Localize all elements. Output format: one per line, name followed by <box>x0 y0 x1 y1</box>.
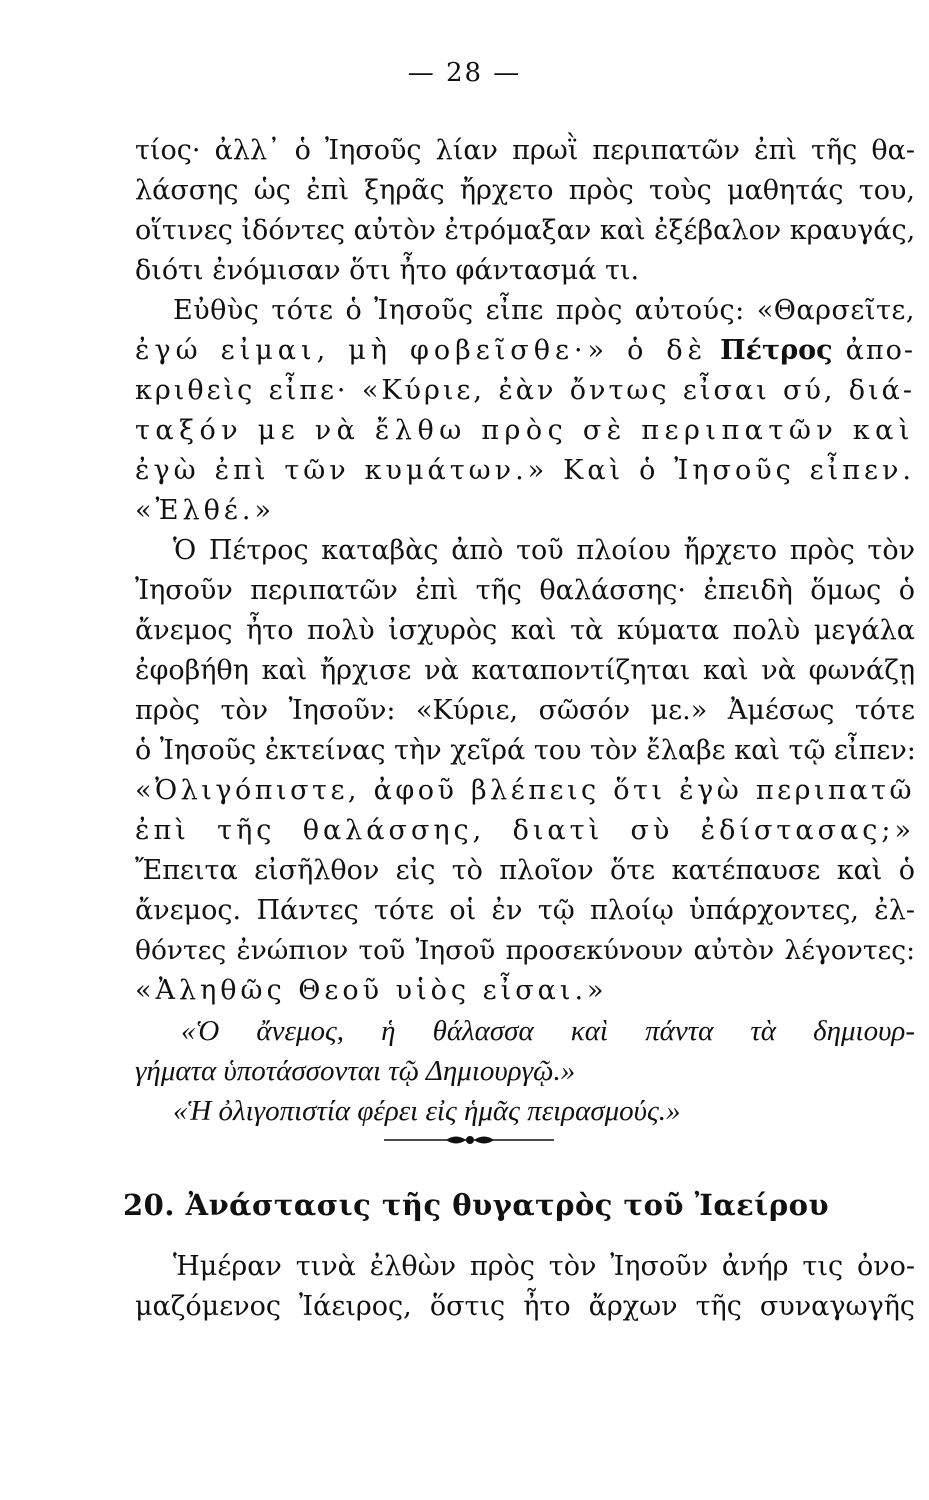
text-line: ταξόν με νὰ ἔλθω πρὸς σὲ περιπατῶν καὶ <box>135 415 915 446</box>
section-heading <box>123 1188 893 1222</box>
text-line: κριθεὶς εἶπε· «Κύριε, ἐὰν ὄντως εἶσαι σύ, διά- <box>135 375 915 406</box>
maxim-line: «Ὁ ἄνεμος, ἡ θάλασσα καὶ πάντα τὰ δημιουρ- <box>181 1015 915 1047</box>
page-number: — 28 — <box>407 58 522 88</box>
text-line: ἄνεμος. Πάντες τότε οἱ ἐν τῷ πλοίῳ ὑπάρχοντες, ἐλ- <box>135 895 915 926</box>
text-line: ὁ Ἰησοῦς ἐκτείνας τὴν χεῖρά του τὸν ἔλαβε καὶ τῷ εἶπεν: <box>135 735 916 766</box>
bold-name-petros: Πέτρος <box>720 335 833 366</box>
text-line: λάσσης ὡς ἐπὶ ξηρᾶς ἤρχετο πρὸς τοὺς μαθητάς του, <box>135 175 915 206</box>
text-line: «Ὀλιγόπιστε, ἀφοῦ βλέπεις ὅτι ἐγὼ περιπατῶ <box>135 775 915 806</box>
section-title: Ἀνάστασις τῆς θυγατρὸς τοῦ Ἰαείρου <box>185 1188 830 1222</box>
text-line: ἐπὶ τῆς θαλάσσης, διατὶ σὺ ἐδίστασας;» <box>135 815 915 846</box>
text-line: «Ἐλθέ.» <box>135 495 276 526</box>
text-line: διότι ἐνόμισαν ὅτι ἦτο φάντασμά τι. <box>135 255 640 286</box>
maxim-line: γήματα ὑποτάσσονται τῷ Δημιουργῷ.» <box>135 1055 576 1087</box>
line-segment: ἀπο- <box>845 335 916 366</box>
text-line: Ἔπειτα εἰσῆλθον εἰς τὸ πλοῖον ὅτε κατέπαυσε καὶ ὁ <box>135 855 915 886</box>
text-line: «Ἀληθῶς Θεοῦ υἱὸς εἶσαι.» <box>135 975 608 1006</box>
line-segment: ἐγώ εἰμαι, μὴ φοβεῖσθε·» ὁ δὲ <box>135 335 708 366</box>
text-line: Ἰησοῦν περιπατῶν ἐπὶ τῆς θαλάσσης· ἐπειδὴ ὅμως ὁ <box>135 575 915 606</box>
text-line-with-name <box>135 332 915 370</box>
text-line: οἵτινες ἰδόντες αὐτὸν ἐτρόμαξαν καὶ ἐξέβαλον κραυγάς, <box>135 215 916 246</box>
text-line: τίος· ἀλλ᾽ ὁ Ἰησοῦς λίαν πρωῒ περιπατῶν ἐπὶ τῆς θα- <box>135 135 915 166</box>
text-line: ἐγὼ ἐπὶ τῶν κυμάτων.» Καὶ ὁ Ἰησοῦς εἶπεν. <box>135 455 915 486</box>
maxim-line: «Ἡ ὀλιγοπιστία φέρει εἰς ἡμᾶς πειρασμούς.» <box>173 1095 681 1127</box>
text-line: μαζόμενος Ἰάειρος, ὅστις ἦτο ἄρχων τῆς συναγωγῆς <box>135 1291 915 1322</box>
text-line: ἄνεμος ἦτο πολὺ ἰσχυρὸς καὶ τὰ κύματα πολὺ μεγάλα <box>135 615 915 646</box>
text-line: Ἡμέραν τινὰ ἐλθὼν πρὸς τὸν Ἰησοῦν ἀνήρ τις ὀνο- <box>173 1251 915 1282</box>
section-number: 20. <box>123 1188 175 1222</box>
text-line: Ὁ Πέτρος καταβὰς ἀπὸ τοῦ πλοίου ἤρχετο πρὸς τὸν <box>173 535 915 566</box>
text-line: Εὐθὺς τότε ὁ Ἰησοῦς εἶπε πρὸς αὐτούς: «Θαρσεῖτε, <box>173 295 915 326</box>
section-divider-ornament <box>384 1130 554 1150</box>
text-line: θόντες ἐνώπιον τοῦ Ἰησοῦ προσεκύνουν αὐτὸν λέγοντες: <box>135 935 915 966</box>
text-line: πρὸς τὸν Ἰησοῦν: «Κύριε, σῶσόν με.» Ἀμέσως τότε <box>135 695 915 726</box>
text-line: ἐφοβήθη καὶ ἤρχισε νὰ καταποντίζηται καὶ νὰ φωνάζῃ <box>135 655 915 686</box>
